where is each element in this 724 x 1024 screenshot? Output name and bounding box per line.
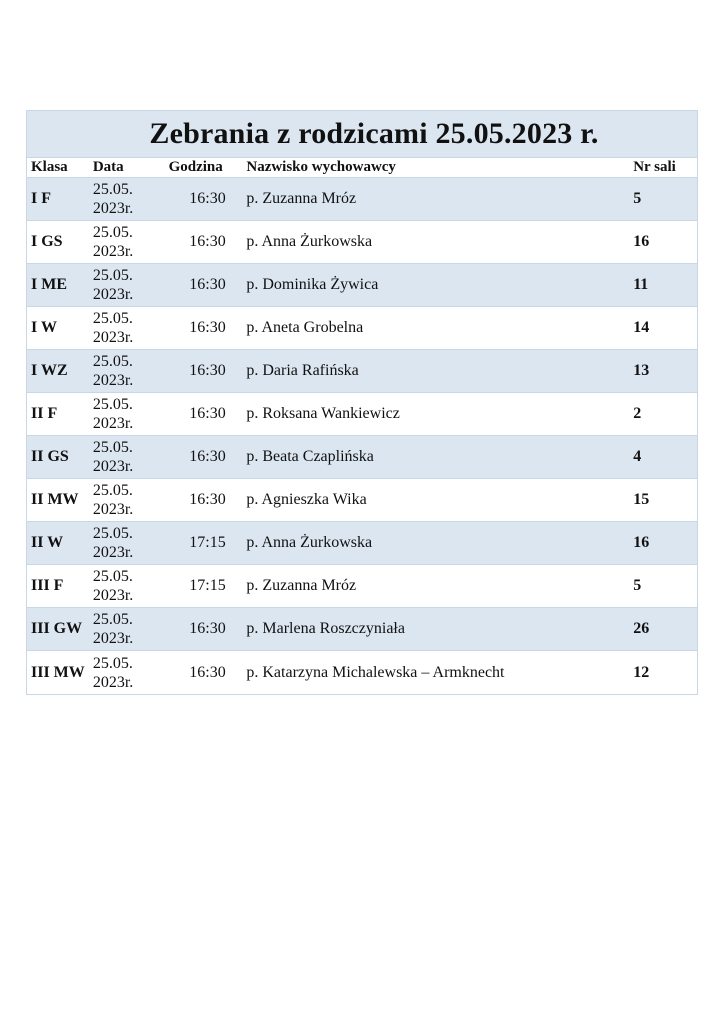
header-klasa: Klasa: [31, 159, 68, 175]
cell-date-day: 25.05.: [92, 525, 133, 542]
cell-nazwisko: p. Katarzyna Michalewska – Armknecht: [246, 663, 505, 681]
table-header-row: [27, 158, 697, 178]
cell-date-year: 2023r.: [92, 329, 134, 346]
cell-data: [93, 524, 165, 562]
cell-klasa: II GS: [31, 448, 69, 465]
cell-sala: 5: [633, 577, 642, 594]
cell-nazwisko: p. Agnieszka Wika: [246, 491, 367, 508]
cell-sala: 15: [633, 491, 650, 508]
cell-date-year: 2023r.: [92, 372, 134, 389]
cell-godzina: 17:15: [189, 577, 226, 594]
cell-godzina: 16:30: [189, 620, 226, 637]
cell-date-day: 25.05.: [92, 181, 133, 198]
cell-date-day: 25.05.: [92, 654, 133, 672]
cell-date-year: 2023r.: [92, 286, 134, 303]
cell-date-year: 2023r.: [92, 630, 134, 647]
table-row: [27, 436, 697, 479]
cell-nazwisko: p. Beata Czaplińska: [246, 448, 374, 465]
cell-godzina: 16:30: [189, 319, 226, 336]
cell-nazwisko: p. Roksana Wankiewicz: [246, 405, 400, 422]
cell-data: [93, 223, 165, 261]
cell-godzina: 16:30: [189, 190, 226, 207]
cell-date-year: 2023r.: [92, 544, 134, 561]
cell-klasa: II F: [31, 405, 58, 422]
cell-klasa: III F: [31, 577, 64, 594]
cell-date-year: 2023r.: [92, 587, 134, 604]
cell-data: [93, 180, 165, 218]
cell-klasa: III GW: [31, 620, 83, 637]
cell-klasa: III MW: [31, 663, 85, 681]
header-sala: Nr sali: [633, 159, 676, 175]
cell-sala: 26: [633, 620, 650, 637]
table-row: [27, 221, 697, 264]
cell-data: [93, 438, 165, 476]
cell-nazwisko: p. Anna Żurkowska: [246, 534, 373, 551]
cell-godzina: 16:30: [189, 663, 226, 681]
cell-klasa: I W: [31, 319, 57, 336]
cell-nazwisko: p. Daria Rafińska: [246, 362, 359, 379]
cell-klasa: I GS: [31, 233, 63, 250]
table-row: [27, 393, 697, 436]
table-row: [27, 651, 697, 694]
cell-date-day: 25.05.: [92, 568, 133, 585]
header-godzina: Godzina: [168, 159, 223, 175]
cell-sala: 16: [633, 534, 650, 551]
cell-godzina: 16:30: [189, 362, 226, 379]
cell-sala: 13: [633, 362, 650, 379]
header-data: Data: [92, 159, 124, 175]
cell-date-day: 25.05.: [92, 482, 133, 499]
cell-date-year: 2023r.: [92, 243, 134, 260]
table-row: [27, 565, 697, 608]
cell-sala: 5: [633, 190, 642, 207]
cell-klasa: II W: [31, 534, 64, 551]
cell-date-day: 25.05.: [92, 353, 133, 370]
cell-sala: 2: [633, 405, 642, 422]
cell-nazwisko: p. Aneta Grobelna: [246, 319, 364, 336]
cell-klasa: I WZ: [31, 362, 68, 379]
cell-nazwisko: p. Anna Żurkowska: [246, 233, 373, 250]
cell-sala: 14: [633, 319, 650, 336]
cell-date-year: 2023r.: [92, 200, 134, 217]
cell-data: [93, 395, 165, 433]
cell-klasa: I F: [31, 190, 51, 207]
cell-data: [93, 654, 165, 692]
cell-date-day: 25.05.: [92, 267, 133, 284]
table-row: [27, 178, 697, 221]
header-nazwisko: Nazwisko wychowawcy: [246, 159, 396, 175]
table-row: [27, 479, 697, 522]
cell-klasa: I ME: [31, 276, 67, 293]
cell-date-year: 2023r.: [92, 415, 134, 432]
cell-nazwisko: p. Zuzanna Mróz: [246, 577, 357, 594]
table-row: [27, 264, 697, 307]
cell-godzina: 16:30: [189, 405, 226, 422]
page-title: Zebrania z rodzicami 25.05.2023 r.: [149, 117, 599, 150]
cell-godzina: 16:30: [189, 448, 226, 465]
cell-godzina: 17:15: [189, 534, 226, 551]
cell-date-year: 2023r.: [92, 501, 134, 518]
title-bar: [27, 111, 697, 158]
cell-date-year: 2023r.: [92, 458, 134, 475]
cell-data: [93, 610, 165, 648]
cell-godzina: 16:30: [189, 491, 226, 508]
cell-nazwisko: p. Zuzanna Mróz: [246, 190, 357, 207]
cell-sala: 4: [633, 448, 642, 465]
cell-date-day: 25.05.: [92, 224, 133, 241]
table-row: [27, 350, 697, 393]
table-row: [27, 522, 697, 565]
cell-data: [93, 481, 165, 519]
cell-nazwisko: p. Dominika Żywica: [246, 276, 379, 293]
cell-sala: 12: [633, 663, 650, 681]
cell-klasa: II MW: [31, 491, 79, 508]
cell-date-year: 2023r.: [92, 673, 134, 691]
cell-date-day: 25.05.: [92, 310, 133, 327]
cell-date-day: 25.05.: [92, 439, 133, 456]
cell-godzina: 16:30: [189, 233, 226, 250]
cell-nazwisko: p. Marlena Roszczyniała: [246, 620, 405, 637]
cell-date-day: 25.05.: [92, 611, 133, 628]
cell-sala: 16: [633, 233, 650, 250]
cell-data: [93, 309, 165, 347]
table-row: [27, 307, 697, 350]
cell-date-day: 25.05.: [92, 396, 133, 413]
meetings-table: [26, 110, 698, 695]
table-row: [27, 608, 697, 651]
cell-data: [93, 352, 165, 390]
cell-data: [93, 567, 165, 605]
cell-data: [93, 266, 165, 304]
cell-godzina: 16:30: [189, 276, 226, 293]
cell-sala: 11: [633, 276, 649, 293]
